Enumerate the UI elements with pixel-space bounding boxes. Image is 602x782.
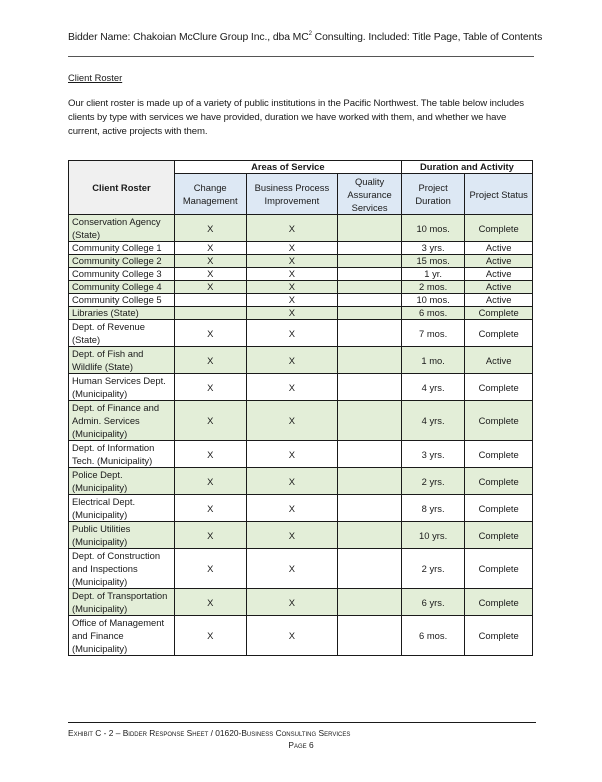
business-process-cell: X <box>246 522 338 549</box>
table-row <box>69 268 533 281</box>
business-process-cell: X <box>246 242 338 255</box>
business-process-cell: X <box>246 255 338 268</box>
business-process-cell: X <box>246 320 338 347</box>
change-management-cell: X <box>174 347 246 374</box>
project-duration-cell: 6 mos. <box>401 307 465 320</box>
project-status-cell: Active <box>465 294 533 307</box>
project-duration-cell: 10 mos. <box>401 294 465 307</box>
change-management-cell: X <box>174 549 246 589</box>
client-name-cell: Dept. of Construction and Inspections (Municipality) <box>69 549 175 589</box>
business-process-cell: X <box>246 307 338 320</box>
section-title: Client Roster <box>68 72 123 83</box>
change-management-cell: X <box>174 281 246 294</box>
business-process-cell: X <box>246 549 338 589</box>
business-process-cell: X <box>246 281 338 294</box>
quality-assurance-cell <box>338 468 402 495</box>
table-row <box>69 320 533 347</box>
project-duration-cell: 2 yrs. <box>401 468 465 495</box>
quality-assurance-header: Quality Assurance Services <box>338 174 402 215</box>
client-name-cell: Dept. of Transportation (Municipality) <box>69 589 175 616</box>
project-duration-cell: 10 yrs. <box>401 522 465 549</box>
business-process-cell: X <box>246 374 338 401</box>
change-management-cell: X <box>174 589 246 616</box>
quality-assurance-cell <box>338 589 402 616</box>
project-status-cell: Complete <box>465 495 533 522</box>
duration-activity-header: Duration and Activity <box>401 161 532 174</box>
change-management-cell: X <box>174 215 246 242</box>
page-number: Page 6 <box>288 740 314 750</box>
table-row <box>69 307 533 320</box>
project-status-cell: Complete <box>465 320 533 347</box>
project-duration-cell: 3 yrs. <box>401 441 465 468</box>
project-duration-cell: 4 yrs. <box>401 374 465 401</box>
project-duration-cell: 15 mos. <box>401 255 465 268</box>
client-roster-table <box>68 160 533 656</box>
quality-assurance-cell <box>338 242 402 255</box>
project-duration-cell: 6 yrs. <box>401 589 465 616</box>
quality-assurance-cell <box>338 374 402 401</box>
project-status-cell: Complete <box>465 468 533 495</box>
table-row <box>69 374 533 401</box>
project-status-cell: Complete <box>465 374 533 401</box>
project-duration-header: Project Duration <box>401 174 465 215</box>
table-row <box>69 616 533 656</box>
table-row <box>69 468 533 495</box>
project-duration-cell: 7 mos. <box>401 320 465 347</box>
quality-assurance-cell <box>338 255 402 268</box>
change-management-cell: X <box>174 495 246 522</box>
client-name-cell: Dept. of Revenue (State) <box>69 320 175 347</box>
project-status-cell: Complete <box>465 549 533 589</box>
project-status-cell: Active <box>465 281 533 294</box>
client-name-cell: Office of Management and Finance (Municipality) <box>69 616 175 656</box>
project-status-cell: Complete <box>465 589 533 616</box>
quality-assurance-cell <box>338 268 402 281</box>
business-process-cell: X <box>246 616 338 656</box>
roster-body <box>69 215 533 656</box>
project-status-cell: Complete <box>465 522 533 549</box>
client-name-cell: Dept. of Information Tech. (Municipality) <box>69 441 175 468</box>
change-management-cell <box>174 294 246 307</box>
project-status-cell: Active <box>465 347 533 374</box>
client-roster-header: Client Roster <box>69 161 175 215</box>
business-process-cell: X <box>246 441 338 468</box>
change-management-cell: X <box>174 468 246 495</box>
project-status-cell: Active <box>465 255 533 268</box>
change-management-cell: X <box>174 268 246 281</box>
business-process-cell: X <box>246 268 338 281</box>
client-name-cell: Community College 4 <box>69 281 175 294</box>
table-row <box>69 255 533 268</box>
change-management-cell: X <box>174 255 246 268</box>
header-suffix: Consulting. Included: Title Page, Table of Contents <box>311 32 543 43</box>
table-row <box>69 242 533 255</box>
quality-assurance-cell <box>338 307 402 320</box>
header-prefix: Bidder Name: Chakoian McClure Group Inc., dba MC <box>68 32 309 43</box>
header-rule <box>68 56 534 57</box>
client-name-cell: Public Utilities (Municipality) <box>69 522 175 549</box>
client-name-cell: Community College 5 <box>69 294 175 307</box>
project-status-cell: Complete <box>465 441 533 468</box>
change-management-cell: X <box>174 522 246 549</box>
table-row <box>69 549 533 589</box>
page-header <box>68 31 543 43</box>
project-duration-cell: 2 mos. <box>401 281 465 294</box>
table-row <box>69 294 533 307</box>
client-name-cell: Police Dept. (Municipality) <box>69 468 175 495</box>
business-process-cell: X <box>246 468 338 495</box>
table-row <box>69 441 533 468</box>
areas-of-service-header: Areas of Service <box>174 161 401 174</box>
footer-exhibit: Exhibit C - 2 – Bidder Response Sheet / 01620-Business Consulting Services <box>68 728 351 738</box>
client-name-cell: Electrical Dept. (Municipality) <box>69 495 175 522</box>
table-row <box>69 589 533 616</box>
project-status-cell: Active <box>465 242 533 255</box>
project-status-header: Project Status <box>465 174 533 215</box>
change-management-cell: X <box>174 242 246 255</box>
quality-assurance-cell <box>338 320 402 347</box>
table-row <box>69 401 533 441</box>
project-duration-cell: 1 yr. <box>401 268 465 281</box>
client-name-cell: Conservation Agency (State) <box>69 215 175 242</box>
project-status-cell: Complete <box>465 401 533 441</box>
client-name-cell: Community College 3 <box>69 268 175 281</box>
change-management-cell: X <box>174 441 246 468</box>
quality-assurance-cell <box>338 616 402 656</box>
quality-assurance-cell <box>338 401 402 441</box>
table-row <box>69 281 533 294</box>
project-status-cell: Complete <box>465 616 533 656</box>
business-process-cell: X <box>246 215 338 242</box>
business-process-cell: X <box>246 589 338 616</box>
project-duration-cell: 3 yrs. <box>401 242 465 255</box>
change-management-cell <box>174 307 246 320</box>
project-duration-cell: 1 mo. <box>401 347 465 374</box>
business-process-cell: X <box>246 347 338 374</box>
project-duration-cell: 2 yrs. <box>401 549 465 589</box>
client-name-cell: Dept. of Finance and Admin. Services (Municipality) <box>69 401 175 441</box>
project-status-cell: Active <box>465 268 533 281</box>
client-name-cell: Libraries (State) <box>69 307 175 320</box>
header-superscript: 2 <box>308 31 312 37</box>
quality-assurance-cell <box>338 281 402 294</box>
change-management-cell: X <box>174 374 246 401</box>
quality-assurance-cell <box>338 549 402 589</box>
quality-assurance-cell <box>338 522 402 549</box>
intro-paragraph: Our client roster is made up of a variety of public institutions in the Pacific Northwest. The table below includes clients by type with services we have provided, duration we have worked with them, and whether we have current, active projects with them. <box>68 98 524 137</box>
project-duration-cell: 6 mos. <box>401 616 465 656</box>
change-management-header: Change Management <box>174 174 246 215</box>
table-row <box>69 522 533 549</box>
business-process-header: Business Process Improvement <box>246 174 338 215</box>
quality-assurance-cell <box>338 441 402 468</box>
project-duration-cell: 10 mos. <box>401 215 465 242</box>
project-duration-cell: 4 yrs. <box>401 401 465 441</box>
footer-rule <box>68 722 536 723</box>
business-process-cell: X <box>246 294 338 307</box>
business-process-cell: X <box>246 495 338 522</box>
table-row <box>69 347 533 374</box>
project-duration-cell: 8 yrs. <box>401 495 465 522</box>
project-status-cell: Complete <box>465 307 533 320</box>
client-name-cell: Dept. of Fish and Wildlife (State) <box>69 347 175 374</box>
client-name-cell: Community College 2 <box>69 255 175 268</box>
change-management-cell: X <box>174 616 246 656</box>
change-management-cell: X <box>174 320 246 347</box>
client-name-cell: Human Services Dept. (Municipality) <box>69 374 175 401</box>
project-status-cell: Complete <box>465 215 533 242</box>
client-name-cell: Community College 1 <box>69 242 175 255</box>
quality-assurance-cell <box>338 215 402 242</box>
table-row <box>69 215 533 242</box>
quality-assurance-cell <box>338 294 402 307</box>
table-row <box>69 495 533 522</box>
business-process-cell: X <box>246 401 338 441</box>
quality-assurance-cell <box>338 495 402 522</box>
quality-assurance-cell <box>338 347 402 374</box>
change-management-cell: X <box>174 401 246 441</box>
